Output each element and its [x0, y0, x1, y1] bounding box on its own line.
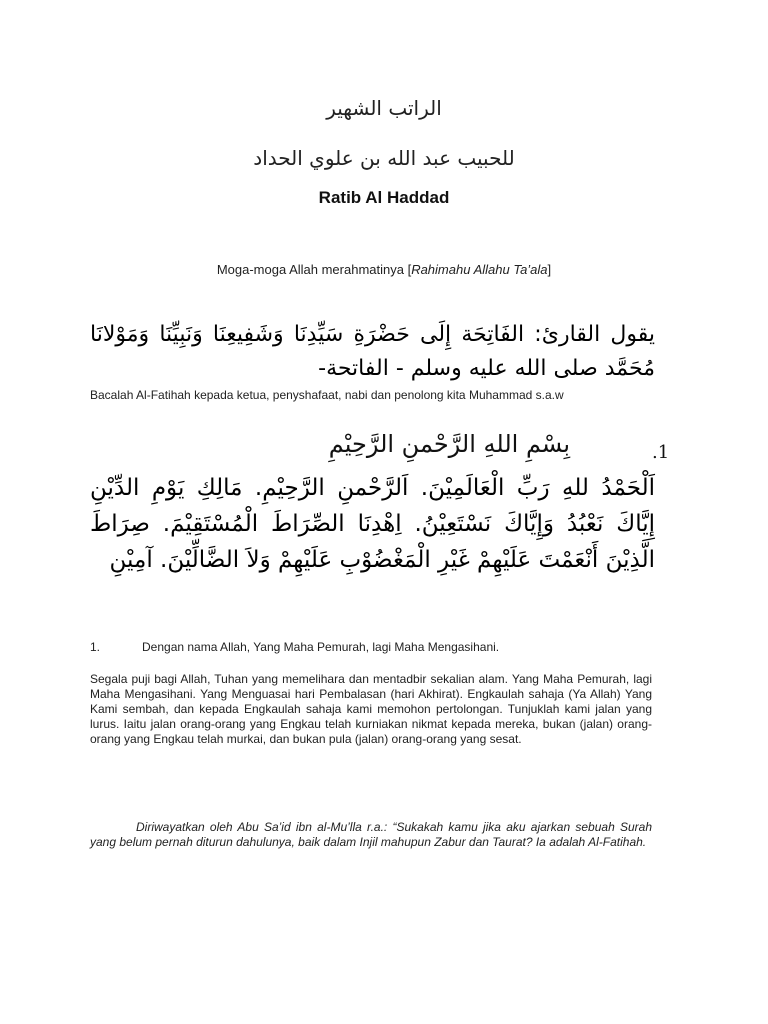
- arabic-subtitle: للحبيب عبد الله بن علوي الحداد: [253, 146, 515, 170]
- translation-paragraph: Segala puji bagi Allah, Tuhan yang memelihara dan mentadbir sekalian alam. Yang Maha Pemurah, lagi Maha Mengasihani. Yang Menguasai hari Pembalasan (hari Akhirat). Engkaulah sahaja (Ya Allah) Yang Kami sembah, dan kepada Engkaulah sahaja kami memohon pertolongan. Tunjuklah kami jalan yang lurus. Iaitu jalan orang-orang yang Engkau telah kurniakan nikmat kepada mereka, bukan (jalan) orang-orang yang Engkau telah murkai, dan bukan pula (jalan) orang-orang yang sesat.: [90, 672, 652, 746]
- reader-instruction-translation: Bacalah Al-Fatihah kepada ketua, penyshafaat, nabi dan penolong kita Muhammad s.a.w: [90, 388, 564, 402]
- dedication-close: ]: [547, 262, 552, 277]
- dedication-text: Moga-moga Allah merahmatinya [: [216, 262, 412, 277]
- fatihah-arabic: اَلْحَمْدُ للهِ رَبِّ الْعَالَمِيْنَ. اَلرَّحْمنِ الرَّحِيْمِ. مَالِكِ يَوْمِ الدِّيْنِ إِيَّاكَ نَعْبُدُ وَإِيَّاكَ نَسْتَعِيْنُ. اِهْدِنَا الصِّرَاطَ الْمُسْتَقِيْمَ. صِرَاطَ الَّذِيْنَ أَنْعَمْتَ عَلَيْهِمْ غَيْرِ الْمَغْضُوْبِ عَلَيْهِمْ وَلاَ الضَّالِّيْنَ. آمِيْنِ: [90, 475, 655, 573]
- hadith-paragraph: Diriwayatkan oleh Abu Sa’id ibn al-Mu’lla r.a.: “Sukakah kamu jika aku ajarkan sebuah Surah yang belum pernah diturun dahulunya, baik dalam Injil mahupun Zabur dan Taurat? Ia adalah Al-Fatihah.: [90, 820, 652, 849]
- english-title: Ratib Al Haddad: [318, 188, 450, 207]
- reader-instruction-arabic: يقول القارئ: الفَاتِحَة إِلَى حَضْرَةِ سَيِّدِنَا وَشَفِيعِنَا وَنَبِيِّنَا وَمَوْلانَا مُحَمَّد صلى الله عليه وسلم - الفاتحة-: [90, 322, 655, 381]
- dedication-line: [0, 262, 768, 277]
- translation-item-text: Dengan nama Allah, Yang Maha Pemurah, lagi Maha Mengasihani.: [142, 640, 500, 654]
- basmalah: بِسْمِ اللهِ الرَّحْمنِ الرَّحِيْمِ: [328, 430, 570, 458]
- arabic-title: الراتب الشهير: [326, 96, 442, 120]
- dedication-italic: Rahimahu Allahu Ta’ala: [411, 262, 548, 277]
- translation-item: [90, 640, 499, 654]
- fatihah-number: .1: [652, 442, 670, 463]
- translation-item-number: 1.: [90, 640, 101, 654]
